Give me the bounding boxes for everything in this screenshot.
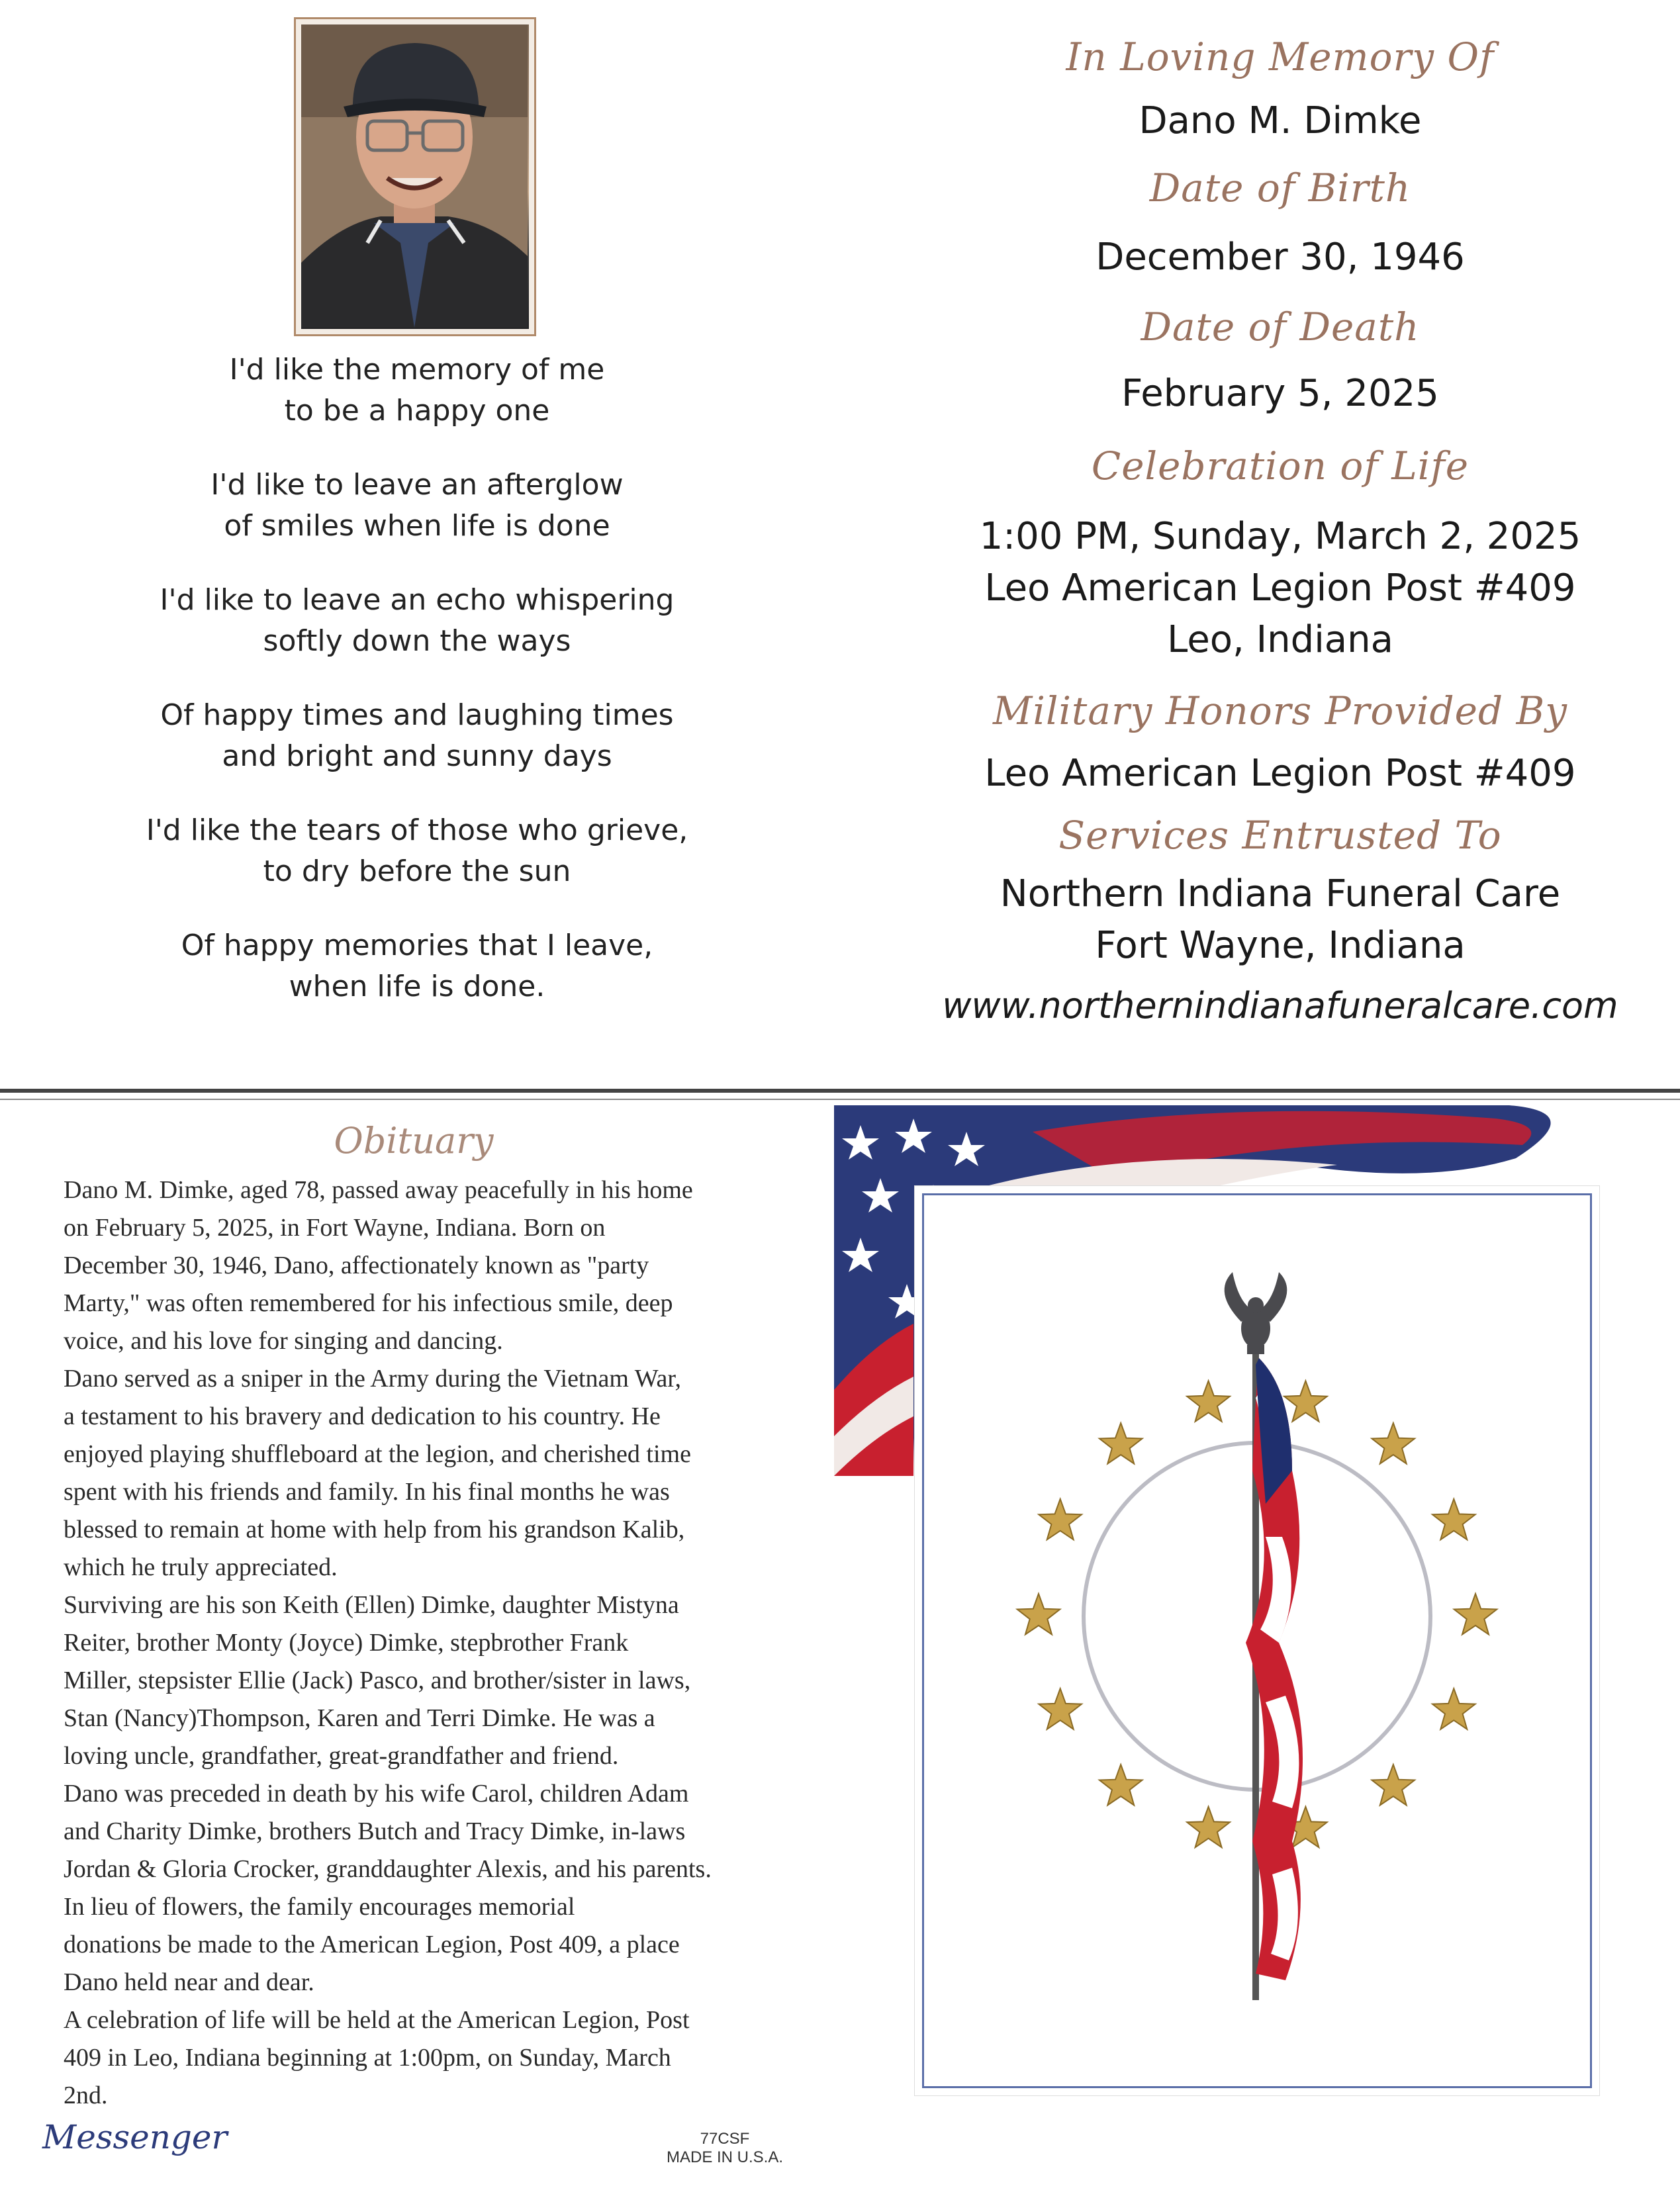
eagle-finial (1225, 1272, 1287, 1354)
made-in-label: MADE IN U.S.A. (666, 2148, 784, 2166)
poem-line: I'd like the memory of me (229, 353, 605, 387)
gold-star-icon (1017, 1594, 1060, 1635)
flag-art-card (915, 1186, 1599, 2095)
celebration-heading: Celebration of Life (1091, 443, 1470, 488)
gold-star-icon (1284, 1381, 1327, 1422)
memory-heading: In Loving Memory Of (1066, 34, 1495, 79)
poem-stanza (86, 580, 748, 662)
poem-stanza (86, 465, 748, 547)
celebration-place: Leo American Legion Post #409 (984, 567, 1576, 610)
obituary-line: 2nd. (64, 2082, 108, 2109)
gold-star-icon (1099, 1765, 1143, 1806)
obituary-line: donations be made to the American Legion, Post 409, a place (64, 1931, 680, 1958)
flag-art-panel (834, 1105, 1680, 2200)
death-heading: Date of Death (1141, 304, 1420, 349)
obituary-line: December 30, 1946, Dano, affectionately known as "party (64, 1252, 649, 1279)
obituary-title: Obituary (334, 1120, 494, 1162)
obituary-line: enjoyed playing shuffleboard at the legion, and cherished time (64, 1440, 691, 1468)
celebration-city: Leo, Indiana (1167, 618, 1393, 661)
gold-star-icon (1187, 1807, 1230, 1848)
honors-heading: Military Honors Provided By (993, 688, 1567, 733)
celebration-time: 1:00 PM, Sunday, March 2, 2025 (979, 515, 1581, 558)
poem-line: I'd like to leave an echo whispering (160, 583, 675, 617)
gold-star-icon (1432, 1688, 1475, 1729)
poem-stanza (86, 925, 748, 1007)
obituary-line: loving uncle, grandfather, great-grandfather and friend. (64, 1742, 619, 1770)
portrait-photo (301, 24, 529, 329)
honors-provider: Leo American Legion Post #409 (984, 752, 1576, 795)
poem-stanza (86, 810, 748, 892)
obituary-line: and Charity Dimke, brothers Butch and Tracy Dimke, in-laws (64, 1817, 686, 1845)
obituary-line: Dano held near and dear. (64, 1968, 314, 1996)
gold-star-icon (1187, 1381, 1230, 1422)
obituary-line: blessed to remain at home with help from his grandson Kalib, (64, 1516, 685, 1543)
funeral-home-name: Northern Indiana Funeral Care (1000, 872, 1561, 915)
form-code-number: 77CSF (700, 2130, 750, 2148)
obituary-line: a testament to his bravery and dedication to his country. He (64, 1402, 661, 1430)
poem-line: to be a happy one (284, 394, 550, 428)
poem-line: Of happy times and laughing times (160, 698, 674, 732)
services-heading: Services Entrusted To (1058, 813, 1502, 858)
messenger-logo: Messenger (42, 2118, 228, 2156)
obituary-line: Dano M. Dimke, aged 78, passed away peacefully in his home (64, 1176, 693, 1204)
obituary-line: which he truly appreciated. (64, 1553, 338, 1581)
service-info-panel (880, 0, 1680, 1085)
funeral-home-website[interactable]: www.northernindianafuneralcare.com (942, 985, 1618, 1027)
poem-line: softly down the ways (263, 624, 571, 658)
poem (86, 349, 748, 1040)
flag-illustration (921, 1193, 1593, 2089)
gold-star-icon (1372, 1765, 1415, 1806)
poem-line: when life is done. (289, 970, 545, 1003)
poem-line: to dry before the sun (263, 854, 571, 888)
obituary-line: on February 5, 2025, in Fort Wayne, Indiana. Born on (64, 1214, 606, 1242)
gold-star-icon (1039, 1688, 1082, 1729)
gold-star-icon (1099, 1423, 1143, 1464)
birth-heading: Date of Birth (1149, 165, 1411, 210)
gold-star-icon (1432, 1499, 1475, 1540)
obituary-line: Miller, stepsister Ellie (Jack) Pasco, and brother/sister in laws, (64, 1667, 691, 1694)
gold-star-icon (1372, 1423, 1415, 1464)
obituary-line: Dano served as a sniper in the Army during the Vietnam War, (64, 1365, 682, 1393)
obituary-line: Marty," was often remembered for his infectious smile, deep (64, 1289, 673, 1317)
obituary-line: A celebration of life will be held at the American Legion, Post (64, 2006, 690, 2034)
death-date: February 5, 2025 (1121, 372, 1439, 415)
fold-divider-shadow (0, 1099, 1680, 1100)
poem-stanza (86, 349, 748, 432)
form-code (655, 2130, 794, 2167)
deceased-name: Dano M. Dimke (1139, 99, 1422, 142)
poem-panel (0, 0, 834, 1085)
obituary-line: Surviving are his son Keith (Ellen) Dimke, daughter Mistyna (64, 1591, 679, 1619)
fold-divider (0, 1089, 1680, 1093)
obituary-line: Reiter, brother Monty (Joyce) Dimke, stepbrother Frank (64, 1629, 629, 1657)
obituary-line: In lieu of flowers, the family encourages memorial (64, 1893, 575, 1921)
poem-line: I'd like the tears of those who grieve, (146, 813, 688, 847)
obituary-line: 409 in Leo, Indiana beginning at 1:00pm, on Sunday, March (64, 2044, 671, 2072)
birth-date: December 30, 1946 (1096, 236, 1465, 279)
portrait-illustration (301, 24, 528, 328)
poem-stanza (86, 695, 748, 777)
funeral-home-city: Fort Wayne, Indiana (1095, 924, 1466, 967)
portrait-frame (294, 17, 536, 336)
poem-line: Of happy memories that I leave, (181, 929, 653, 962)
poem-line: I'd like to leave an afterglow (210, 468, 624, 502)
obituary-line: spent with his friends and family. In his final months he was (64, 1478, 670, 1506)
obituary-text (64, 1171, 805, 2115)
obituary-panel (0, 1105, 827, 2200)
gold-star-icon (1454, 1594, 1497, 1635)
obituary-line: Stan (Nancy)Thompson, Karen and Terri Dimke. He was a (64, 1704, 655, 1732)
gold-star-icon (1039, 1499, 1082, 1540)
obituary-line: Jordan & Gloria Crocker, granddaughter Alexis, and his parents. (64, 1855, 712, 1883)
obituary-line: voice, and his love for singing and dancing. (64, 1327, 503, 1355)
poem-line: of smiles when life is done (224, 509, 610, 543)
obituary-line: Dano was preceded in death by his wife Carol, children Adam (64, 1780, 689, 1808)
poem-line: and bright and sunny days (222, 739, 612, 773)
